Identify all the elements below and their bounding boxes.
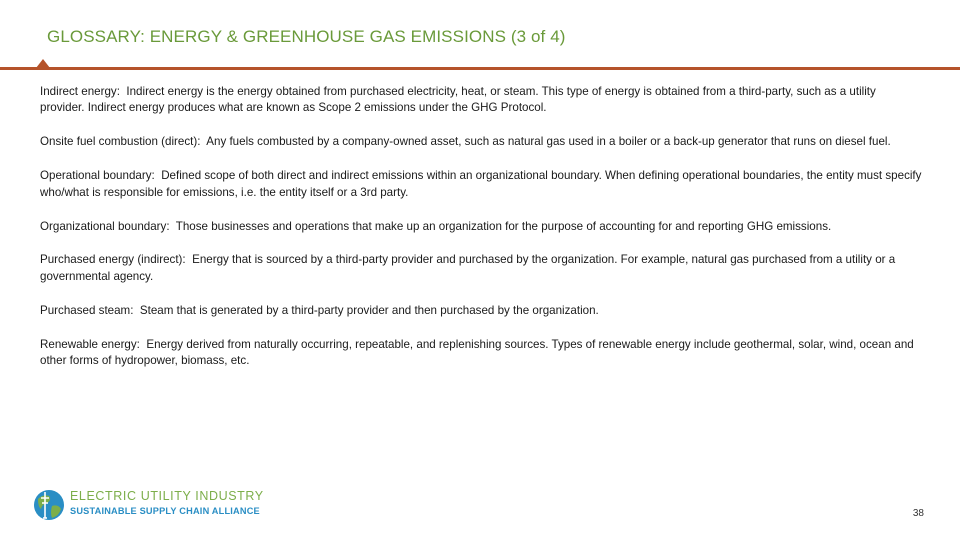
glossary-definition: Any fuels combusted by a company-owned asset, such as natural gas used in a boiler or a back-up generator that runs on diesel fuel. — [206, 135, 891, 149]
glossary-term: Onsite fuel combustion (direct): — [40, 135, 201, 149]
glossary-term: Purchased steam: — [40, 303, 134, 317]
glossary-definition: Energy derived from naturally occurring, repeatable, and replenishing sources. Types of renewable energy include geothermal, solar, wind, ocean and other forms of hydropower, biomass, etc. — [40, 337, 914, 368]
logo-text-line1: ELECTRIC UTILITY INDUSTRY — [70, 489, 264, 503]
glossary-entry-renewable-energy — [40, 337, 922, 370]
logo-text-line2: SUSTAINABLE SUPPLY CHAIN ALLIANCE — [70, 506, 260, 516]
glossary-definition: Defined scope of both direct and indirect emissions within an organizational boundary. When defining operational boundaries, the entity must specify who/what is responsible for emissions, i.e. the entity itself or a 3rd party. — [40, 169, 922, 199]
page-title: GLOSSARY: ENERGY & GREENHOUSE GAS EMISSIONS (3 of 4) — [47, 27, 566, 46]
globe-icon — [32, 488, 66, 522]
glossary-definition: Steam that is generated by a third-party provider and then purchased by the organization. — [139, 303, 599, 317]
glossary-definition: Energy that is sourced by a third-party provider and purchased by the organization. For example, natural gas purchased from a utility or a governmental agency. — [40, 253, 896, 283]
glossary-term: Purchased energy (indirect): — [40, 253, 186, 267]
glossary-entry-onsite-fuel-combustion — [40, 134, 922, 150]
glossary-term: Organizational boundary: — [40, 219, 170, 233]
glossary-term: Operational boundary: — [40, 169, 155, 183]
glossary-definition: Indirect energy is the energy obtained from purchased electricity, heat, or steam. This type of energy is obtained from a third-party, such as a utility provider. Indirect energy produces what are known as Scope 2 emissions under the GHG Protocol. — [40, 85, 876, 115]
glossary-list — [40, 84, 922, 387]
header-rule — [0, 67, 960, 70]
glossary-entry-purchased-steam — [40, 303, 922, 319]
glossary-entry-purchased-energy — [40, 252, 922, 285]
glossary-entry-organizational-boundary — [40, 219, 922, 235]
page-number: 38 — [912, 508, 924, 519]
glossary-entry-indirect-energy — [40, 84, 922, 117]
glossary-entry-operational-boundary — [40, 168, 922, 201]
glossary-term: Renewable energy: — [40, 337, 140, 351]
glossary-definition: Those businesses and operations that make up an organization for the purpose of accounting for and reporting GHG emissions. — [175, 219, 832, 233]
glossary-term: Indirect energy: — [40, 85, 120, 98]
alliance-logo — [32, 488, 264, 522]
